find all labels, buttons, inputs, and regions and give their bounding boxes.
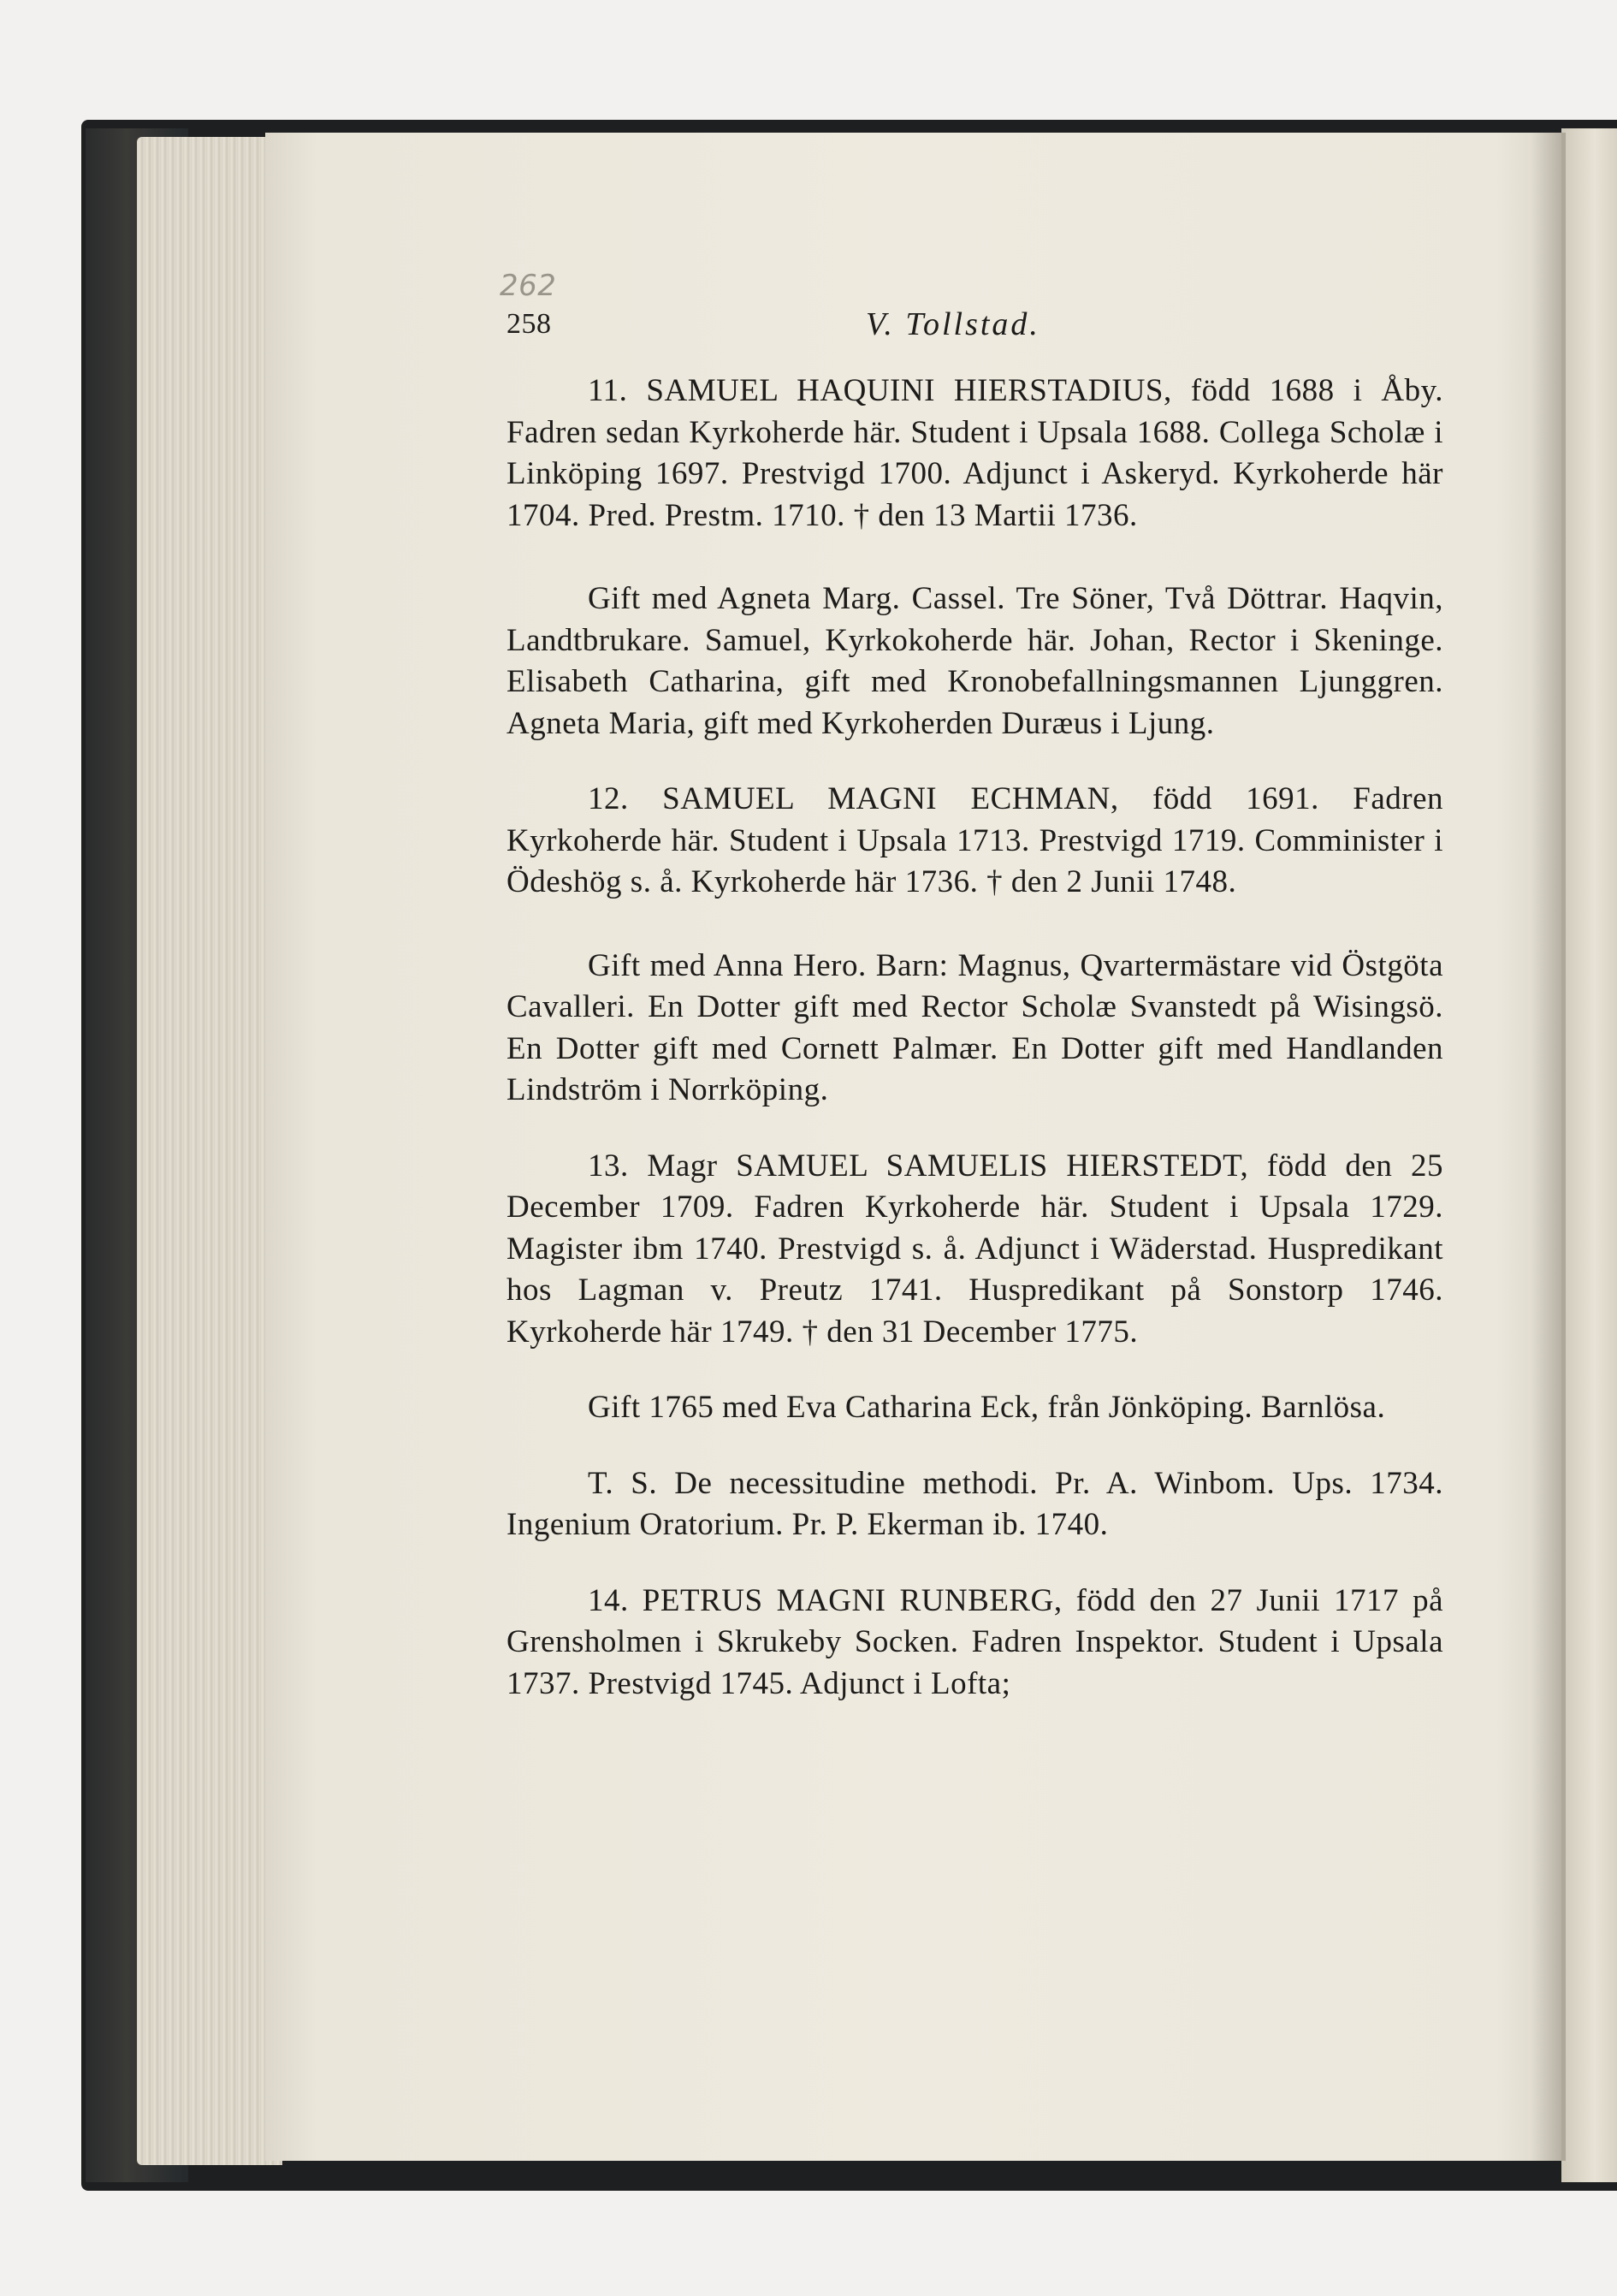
entry-13: 13. Magr SAMUEL SAMUELIS HIERSTEDT, född den 25 December 1709. Fadren Kyrkoherde här. Student i Upsala 1729. Magister ibm 1740. Prestvigd s. å. Adjunct i Wäderstad. Huspredikant hos Lagman v. Preutz 1741. Huspredikant på Sonstorp 1746. Kyrkoherde här 1749. † den 31 December 1775. (506, 1148, 1443, 1350)
entry-13-family: Gift 1765 med Eva Catharina Eck, från Jönköping. Barnlösa. (588, 1390, 1386, 1425)
pencil-page-number: 262 (500, 269, 557, 303)
page-edges (137, 137, 282, 2165)
entry-11: 11. SAMUEL HAQUINI HIERSTADIUS, född 1688 i Åby. Fadren sedan Kyrkoherde här. Student i Upsala 1688. Collega Scholæ i Linköping 1697. Prestvigd 1700. Adjunct i Askeryd. Kyrkoherde här 1704. Pred. Prestm. 1710. † den 13 Martii 1736. (506, 373, 1443, 533)
running-head: V. Tollstad. (866, 306, 1040, 342)
page-header (500, 269, 1443, 355)
entry-12-family: Gift med Anna Hero. Barn: Magnus, Qvartermästare vid Östgöta Cavalleri. En Dotter gift med Rector Scholæ Svanstedt på Wisingsö. En Dotter gift med Cornett Palmær. En Dotter gift med Handlanden Lindström i Norrköping. (506, 947, 1443, 1107)
facing-page-edge (1561, 128, 1617, 2182)
entry-13-theses: T. S. De necessitudine methodi. Pr. A. Winbom. Ups. 1734. Ingenium Oratorium. Pr. P. Ekerman ib. 1740. (506, 1465, 1443, 1542)
page-text (500, 269, 1443, 1705)
entry-11-family: Gift med Agneta Marg. Cassel. Tre Söner, Två Döttrar. Haqvin, Landtbrukare. Samuel, Kyrkokoherde här. Johan, Rector i Skeninge. Elisabeth Catharina, gift med Kronobefallningsmannen Ljunggren. Agneta Maria, gift med Kyrkoherden Duræus i Ljung. (506, 581, 1443, 741)
gutter-shadow (1531, 133, 1566, 2161)
entry-14: 14. PETRUS MAGNI RUNBERG, född den 27 Junii 1717 på Grensholmen i Skrukeby Socken. Fadren Inspektor. Student i Upsala 1737. Prestvigd 1745. Adjunct i Lofta; (506, 1582, 1443, 1701)
entry-12: 12. SAMUEL MAGNI ECHMAN, född 1691. Fadren Kyrkoherde här. Student i Upsala 1713. Prestvigd 1719. Comminister i Ödeshög s. å. Kyrkoherde här 1736. † den 2 Junii 1748. (506, 781, 1443, 899)
page-number: 258 (506, 308, 552, 340)
